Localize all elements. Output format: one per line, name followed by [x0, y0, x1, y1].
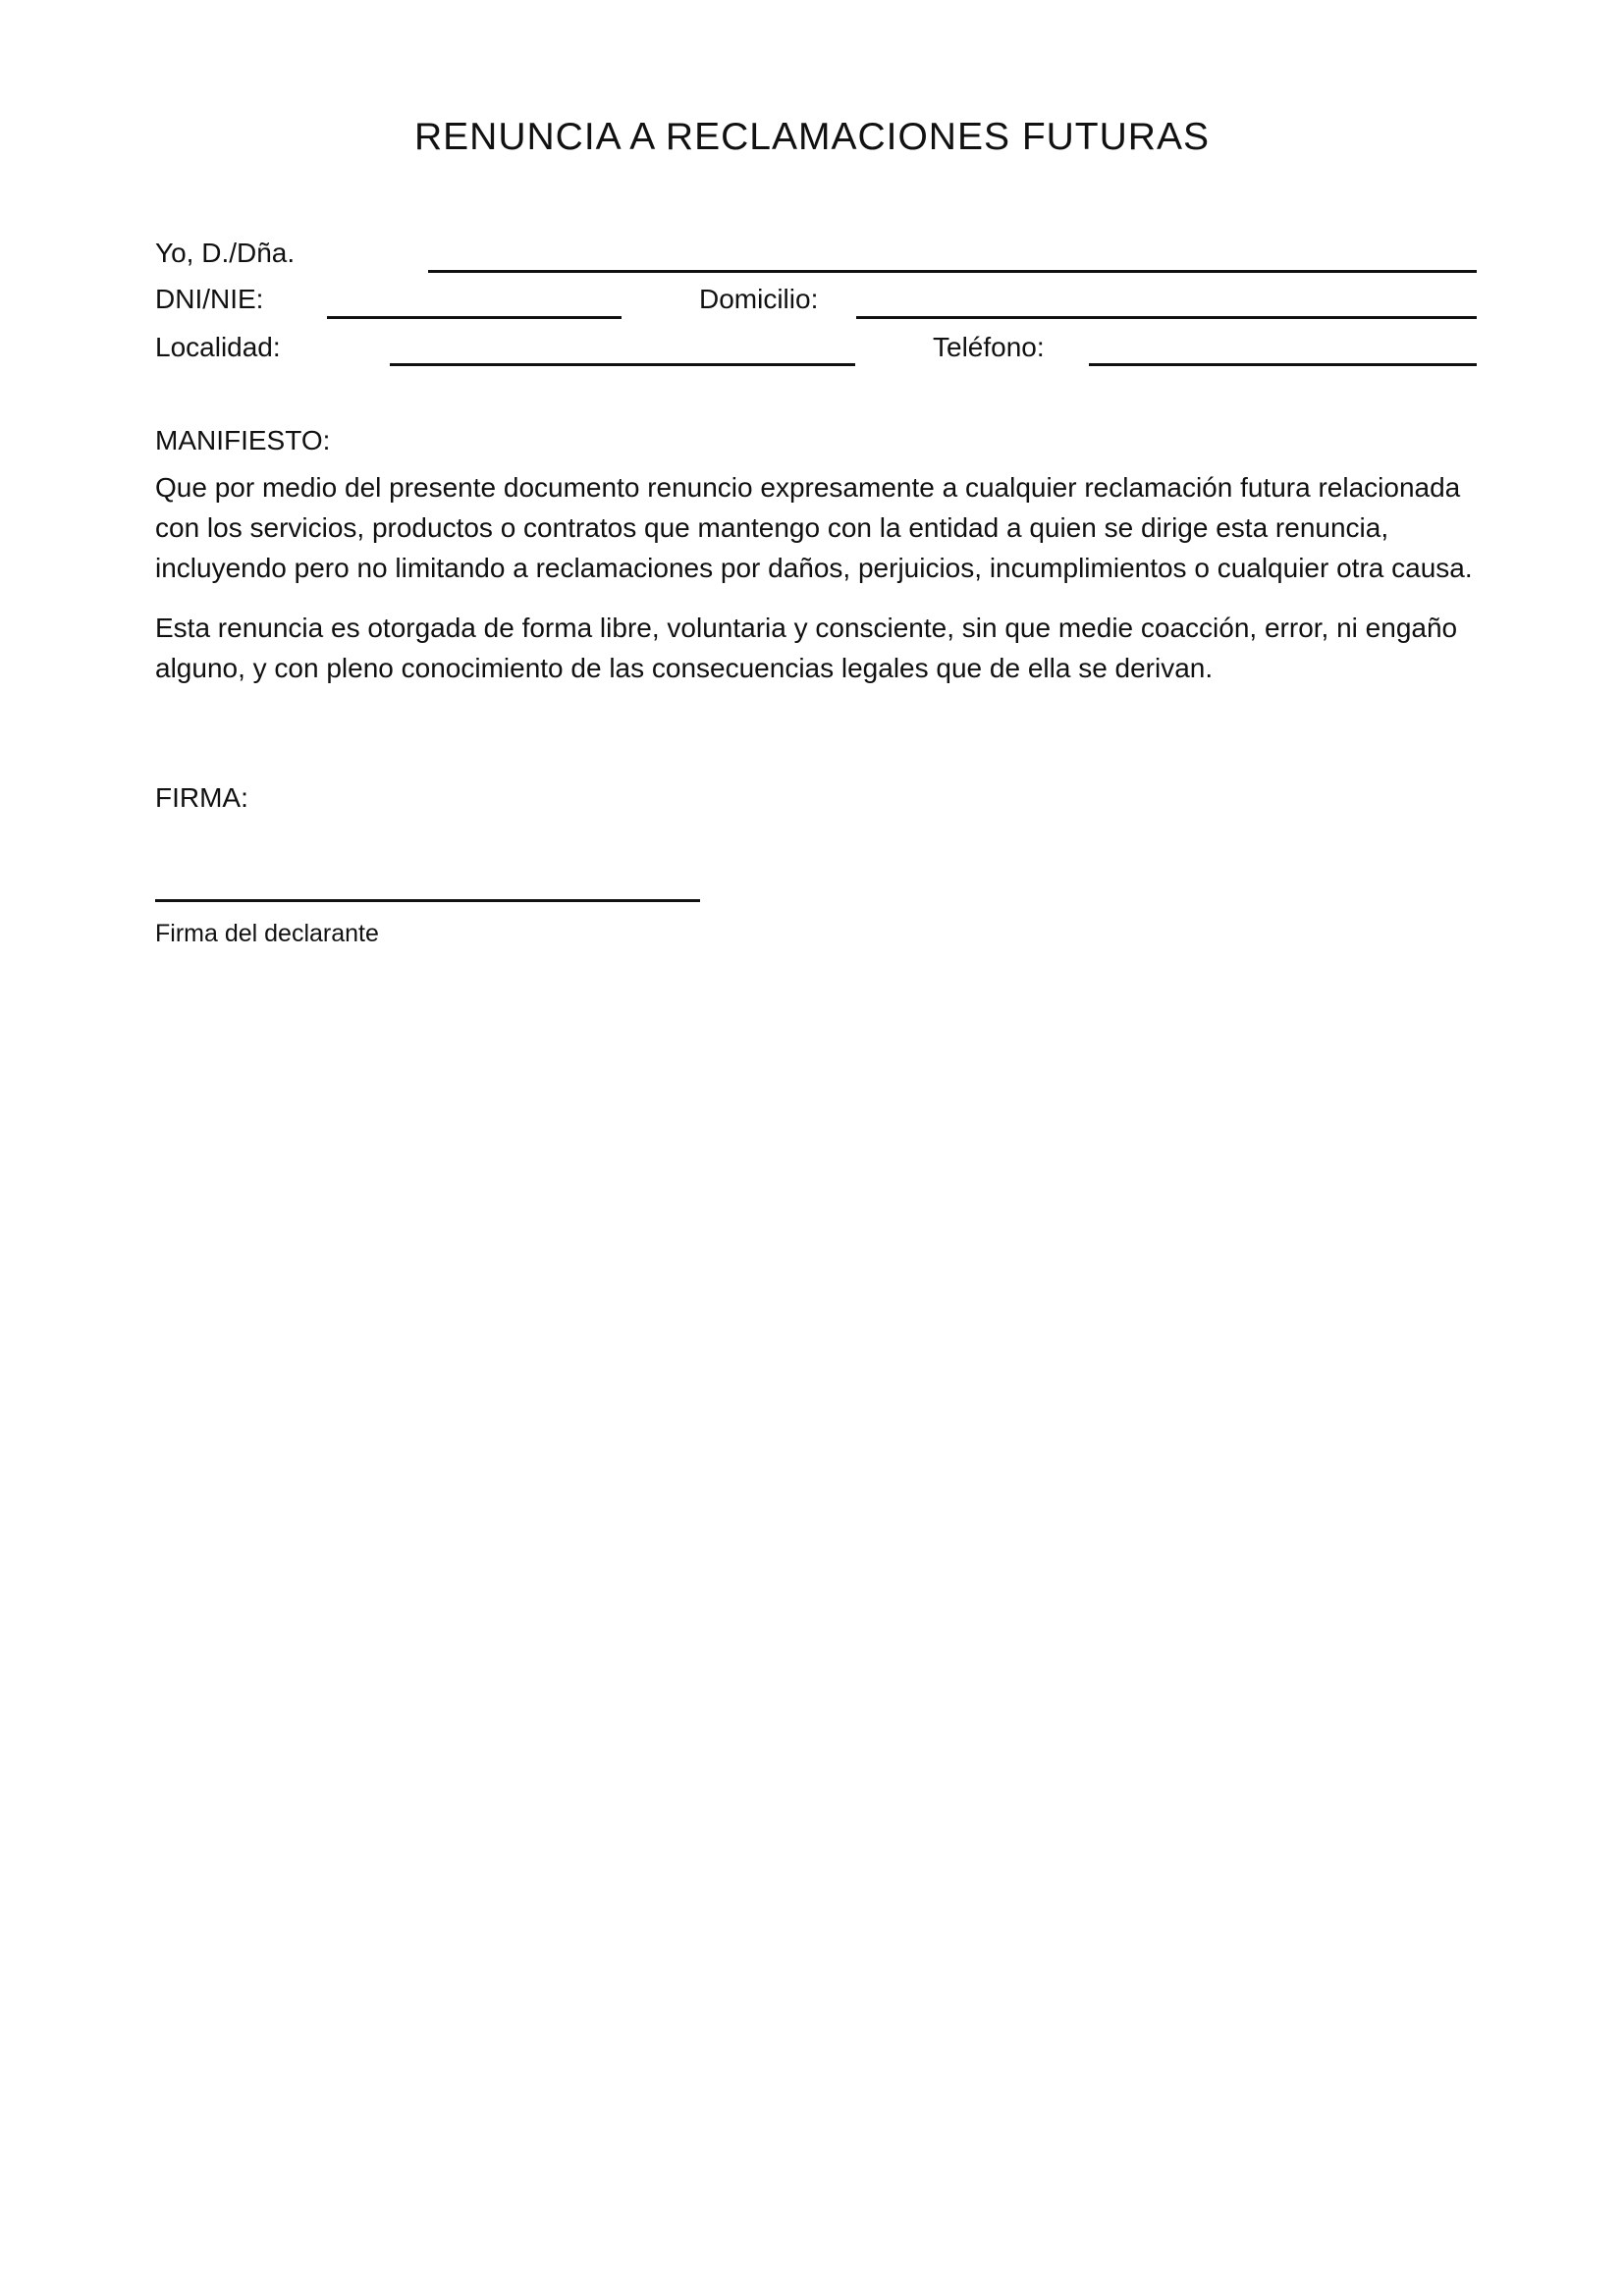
manifiesto-paragraph-1: Que por medio del presente documento renuncio expresamente a cualquier reclamación futura relacionada con los servicios, productos o contratos que mantengo con la entidad a quien se dirige esta renuncia, incluyendo pero no limitando a reclamaciones por daños, perjuicios, incumplimientos o cualquier otra causa. — [155, 472, 1473, 583]
dni-label: DNI/NIE: — [155, 284, 264, 314]
signature-line[interactable] — [155, 899, 700, 902]
domicilio-blank-line[interactable] — [856, 316, 1477, 319]
domicilio-label: Domicilio: — [699, 284, 819, 314]
signature-caption: Firma del declarante — [155, 920, 379, 947]
localidad-label: Localidad: — [155, 332, 281, 362]
name-label: Yo, D./Dña. — [155, 238, 296, 268]
localidad-blank-line[interactable] — [390, 363, 855, 366]
telefono-blank-line[interactable] — [1089, 363, 1477, 366]
dni-blank-line[interactable] — [327, 316, 622, 319]
firma-heading: FIRMA: — [155, 782, 248, 813]
name-blank-line[interactable] — [428, 270, 1477, 273]
manifiesto-heading: MANIFIESTO: — [155, 425, 331, 455]
telefono-label: Teléfono: — [933, 332, 1045, 362]
document-title: RENUNCIA A RECLAMACIONES FUTURAS — [414, 116, 1210, 158]
manifiesto-paragraph-2: Esta renuncia es otorgada de forma libre, voluntaria y consciente, sin que medie coacción, error, ni engaño alguno, y con pleno conocimiento de las consecuencias legales que de ella se derivan. — [155, 613, 1458, 683]
